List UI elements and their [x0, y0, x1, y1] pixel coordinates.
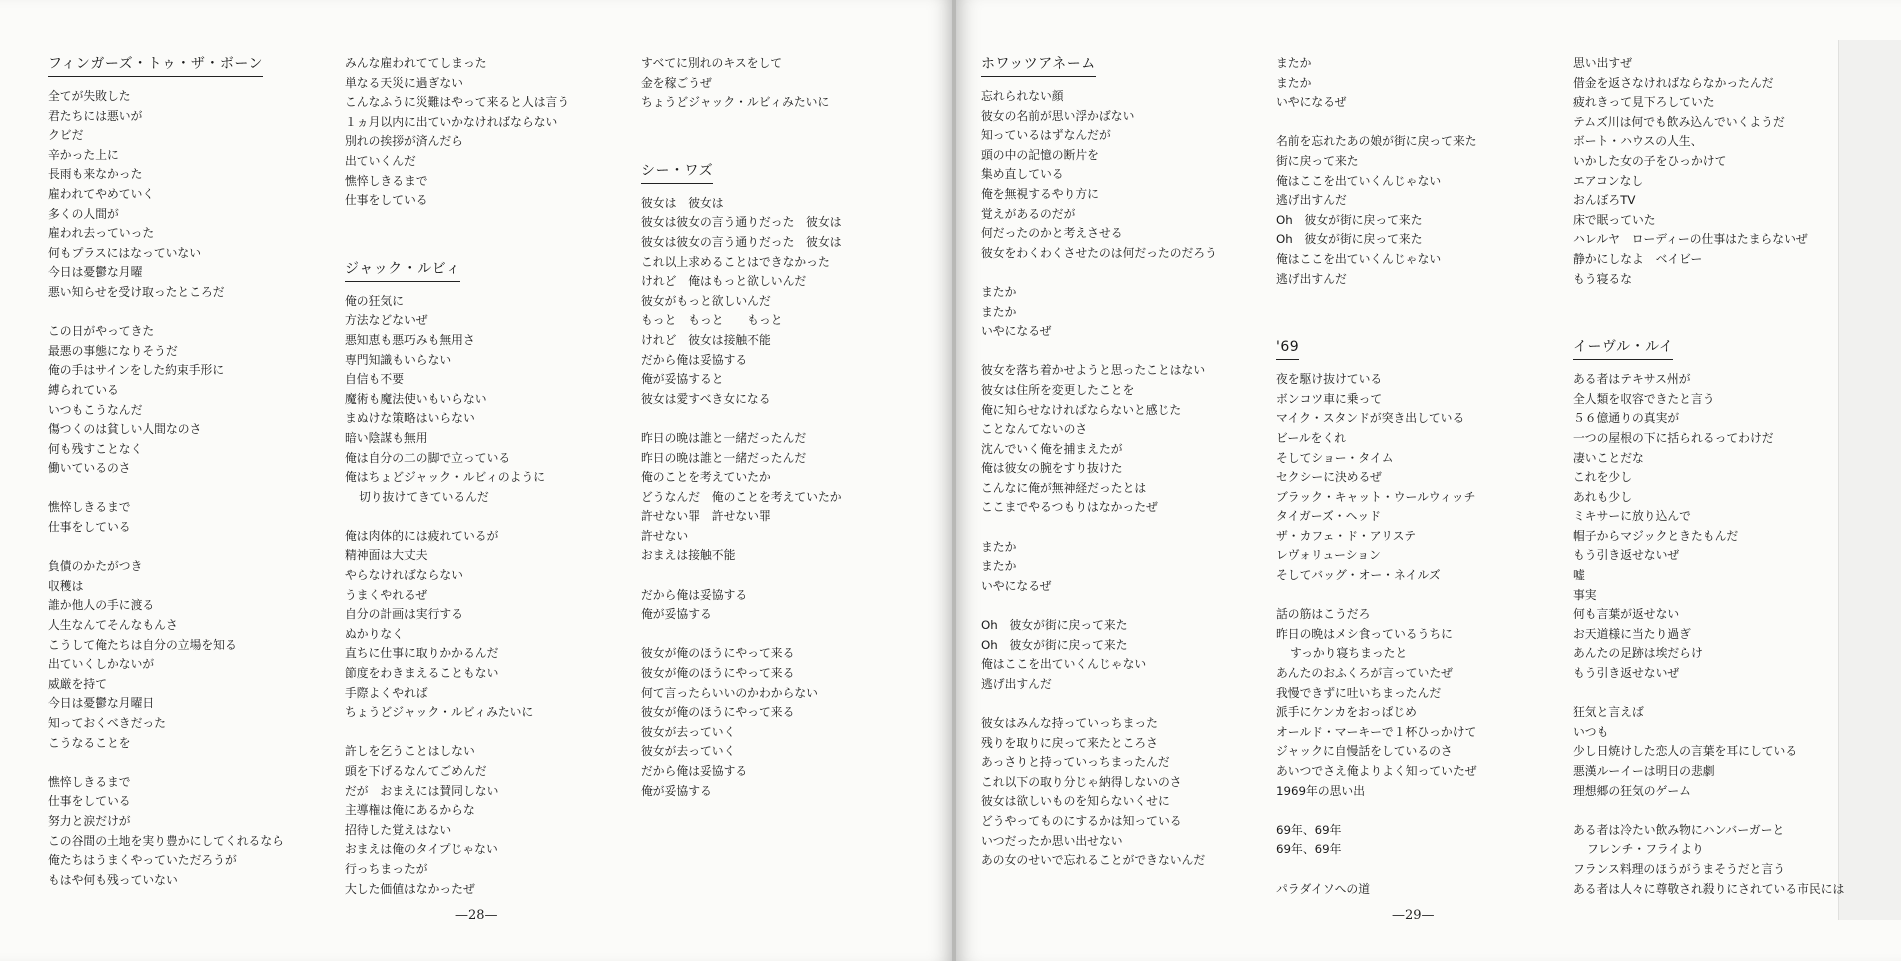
lyrics-column — [1573, 54, 1844, 919]
lyric-line: もう引き返せないぜ — [1573, 666, 1680, 681]
song-title: イーヴル・ルイ — [1573, 337, 1673, 360]
lyric-line: 夜を駆け抜けている — [1276, 372, 1383, 387]
stanza — [641, 644, 842, 801]
lyric-line: 仕事をしている — [48, 794, 131, 809]
lyric-line: ある者は人々に尊敬され殺りにされている市民には — [1573, 881, 1845, 896]
lyric-line: 招待した覚えはない — [345, 822, 452, 837]
stanza — [1573, 821, 1844, 899]
lyric-line: みんな雇われててしまった — [345, 56, 487, 70]
lyric-line: Oh 彼女が街に戻って来た — [1276, 212, 1423, 227]
lyric-line: 彼女は住所を変更したことを — [981, 382, 1135, 397]
lyric-line: 大した価値はなかったぜ — [345, 881, 475, 896]
lyric-line: 何だったのかと考えさせる — [981, 226, 1123, 241]
lyric-line: 我慢できずに吐いちまったんだ — [1276, 685, 1442, 700]
lyric-line: 昨日の晩は誰と一緒だったんだ — [641, 450, 807, 465]
lyric-line: またか — [981, 284, 1017, 299]
lyric-line: どうなんだ 俺のことを考えていたか — [641, 489, 842, 504]
lyric-line: 最悪の事態になりそうだ — [48, 343, 178, 358]
lyric-line: またか — [1276, 56, 1312, 70]
lyric-line: クビだ — [48, 128, 84, 143]
lyric-line: 暗い陰謀も無用 — [345, 430, 428, 445]
lyric-line: ボート・ハウスの人生、 — [1573, 134, 1703, 149]
lyric-line: 俺たちはうまくやっていただろうが — [48, 853, 237, 868]
lyric-line: うまくやれるぜ — [345, 587, 428, 602]
stanza — [1573, 54, 1844, 289]
lyric-line: 精神面は大丈夫 — [345, 548, 428, 563]
lyric-line: 彼女は愛すべき女になる — [641, 391, 771, 406]
lyric-line: 街に戻って来た — [1276, 153, 1359, 168]
lyric-line: ５６億通りの真実が — [1573, 411, 1680, 426]
lyric-line: この谷間の土地を実り豊かにしてくれるなら — [48, 833, 284, 848]
lyric-line: 多くの人間が — [48, 206, 119, 221]
stanza — [1276, 54, 1477, 113]
lyric-line: またか — [981, 559, 1017, 574]
stanza — [981, 283, 1217, 342]
stanza — [641, 429, 842, 566]
lyric-line: 切り抜けてきているんだ — [359, 489, 489, 504]
lyric-line: 彼女は欲しいものを知らないくせに — [981, 794, 1170, 809]
lyric-line: 俺が妥協すると — [641, 372, 724, 387]
lyric-line: 俺の狂気に — [345, 293, 404, 308]
stanza — [1276, 132, 1477, 289]
lyric-line: ボンコツ車に乗って — [1276, 391, 1383, 406]
lyrics-body — [1276, 370, 1477, 899]
lyric-line: ぬかりなく — [345, 626, 404, 641]
lyric-line: エアコンなし — [1573, 173, 1644, 188]
lyric-line: テムズ川は何でも飲み込んでいくようだ — [1573, 114, 1785, 129]
page-number: —28— — [455, 908, 498, 923]
lyric-line: ザ・カフェ・ド・アリステ — [1276, 528, 1417, 543]
lyric-line: もう引き返せないぜ — [1573, 548, 1680, 563]
stanza — [345, 54, 569, 211]
lyric-line: ある者は冷たい飲み物にハンバーガーと — [1573, 822, 1785, 837]
lyric-line: あんたの足跡は埃だらけ — [1573, 646, 1703, 661]
lyrics-body — [1573, 370, 1844, 899]
lyrics-column — [345, 54, 569, 919]
lyric-line: 彼女の名前が思い浮かばない — [981, 108, 1135, 123]
stanza — [1276, 821, 1477, 860]
lyric-line: 彼女が俺のほうにやって来る — [641, 646, 795, 661]
lyric-line: こんなふうに災難はやって来ると人は言う — [345, 95, 570, 110]
lyric-line: Oh 彼女が街に戻って来た — [1276, 232, 1423, 247]
lyric-line: 彼女をわくわくさせたのは何だったのだろう — [981, 245, 1217, 260]
lyric-line: ジャックに自慢話をしているのさ — [1276, 744, 1453, 759]
lyric-line: ここまでやるつもりはなかったぜ — [981, 500, 1158, 515]
lyric-line: 節度をわきまえることもない — [345, 666, 499, 681]
lyric-line: セクシーに決めるぜ — [1276, 470, 1382, 485]
lyrics-column — [1276, 54, 1477, 919]
lyric-line: 思い出すぜ — [1573, 56, 1632, 70]
lyric-line: いかした女の子をひっかけて — [1573, 153, 1727, 168]
lyric-line: 帽子からマジックときたもんだ — [1573, 528, 1739, 543]
lyric-line: またか — [981, 304, 1017, 319]
lyric-line: ミキサーに放り込んで — [1573, 509, 1691, 524]
lyric-line: ブラック・キャット・ウールウィッチ — [1276, 489, 1476, 504]
right-page — [956, 0, 1901, 961]
song-title: シー・ワズ — [641, 161, 713, 184]
lyric-line: 69年、69年 — [1276, 842, 1342, 857]
lyric-line: いつも — [1573, 724, 1609, 739]
lyric-line: 逃げ出すんだ — [1276, 271, 1347, 286]
lyric-line: タイガーズ・ヘッド — [1276, 509, 1381, 524]
lyric-line: 俺が妥協する — [641, 783, 712, 798]
lyric-line: 嘘 — [1573, 568, 1585, 583]
lyric-line: 1969年の思い出 — [1276, 783, 1366, 798]
lyric-line: 逃げ出すんだ — [1276, 193, 1347, 208]
lyrics-column — [48, 54, 284, 910]
lyric-line: あいつでさえ俺よりよく知っていたぜ — [1276, 764, 1477, 778]
lyric-line: これを少し — [1573, 470, 1632, 485]
lyric-line: いやになるぜ — [981, 578, 1052, 593]
lyric-line: 狂気と言えば — [1573, 705, 1644, 720]
lyrics-column — [981, 54, 1217, 890]
lyric-line: フランス料理のほうがうまそうだと言う — [1573, 861, 1785, 876]
lyric-line: 許せない罪 許せない罪 — [641, 509, 771, 524]
lyric-line: やらなければならない — [345, 568, 463, 583]
lyrics-body — [1573, 54, 1844, 289]
lyric-line: 金を稼ごうぜ — [641, 75, 712, 90]
lyric-line: 方法などないぜ — [345, 313, 428, 328]
lyric-line: もう寝るな — [1573, 271, 1632, 286]
lyric-line: 主導権は俺にあるからな — [345, 803, 475, 818]
stanza — [48, 557, 284, 753]
lyric-line: おまえは接触不能 — [641, 548, 736, 563]
lyric-line: ちょうどジャック・ルビィみたいに — [345, 705, 534, 720]
lyric-line: 出ていくんだ — [345, 153, 416, 168]
stanza — [345, 742, 569, 899]
stanza — [981, 616, 1217, 694]
lyric-line: 集め直している — [981, 167, 1064, 182]
lyric-line: いつもこうなんだ — [48, 402, 143, 417]
lyrics-body — [345, 292, 569, 899]
lyric-line: これ以上求めることはできなかった — [641, 254, 830, 269]
lyric-line: 人生なんてそんなもんさ — [48, 618, 178, 633]
lyric-line: 何も言葉が返せない — [1573, 607, 1680, 622]
lyrics-body — [48, 87, 284, 890]
lyric-line: 今日は憂鬱な月曜 — [48, 265, 143, 280]
lyric-line: 悪漢ルーイーは明日の悲劇 — [1573, 764, 1715, 778]
lyric-line: 許しを乞うことはしない — [345, 744, 475, 759]
page-number: —29— — [1392, 908, 1435, 923]
lyric-line: すっかり寝ちまったと — [1290, 646, 1408, 661]
lyric-line: 知っているはずなんだが — [981, 128, 1111, 143]
lyric-line: 俺はここを出ていくんじゃない — [981, 657, 1147, 672]
stanza — [641, 194, 842, 410]
lyric-line: 沈んでいく俺を捕まえたが — [981, 441, 1123, 456]
lyric-line: 全人類を収容できたと言う — [1573, 391, 1715, 406]
lyric-line: 知っておくべきだった — [48, 716, 166, 730]
lyric-line: 俺を無視するやり方に — [981, 186, 1099, 201]
stanza — [641, 586, 842, 625]
lyric-line: 憔悴しきるまで — [48, 500, 131, 515]
lyric-line: いつだったか思い出せない — [981, 833, 1123, 848]
lyric-line: 直ちに仕事に取りかかるんだ — [345, 646, 499, 661]
stanza — [1276, 370, 1477, 586]
lyric-line: あの女のせいで忘れることができないんだ — [981, 853, 1206, 868]
lyric-line: フレンチ・フライより — [1587, 842, 1704, 857]
lyric-line: お天道様に当たり過ぎ — [1573, 626, 1691, 641]
lyric-line: 努力と涙だけが — [48, 813, 131, 828]
lyric-line: 忘れられない顔 — [981, 89, 1064, 103]
lyric-line: 頭の中の記憶の断片を — [981, 147, 1099, 162]
lyric-line: パラダイソへの道 — [1276, 881, 1371, 896]
lyric-line: Oh 彼女が街に戻って来た — [981, 637, 1128, 652]
lyric-line: 憔悴しきるまで — [48, 774, 131, 789]
lyric-line: 俺の手はサインをした約束手形に — [48, 363, 225, 378]
lyric-line: そしてショー・タイム — [1276, 450, 1394, 465]
lyric-line: 俺に知らせなければならないと感じた — [981, 402, 1182, 417]
lyrics-body — [345, 54, 569, 211]
lyric-line: ちょうどジャック・ルビィみたいに — [641, 95, 830, 110]
lyric-line: 別れの挨拶が済んだら — [345, 134, 463, 149]
lyric-line: 逃げ出すんだ — [981, 676, 1052, 691]
lyric-line: そしてバッグ・オー・ネイルズ — [1276, 568, 1441, 583]
lyric-line: だから俺は妥協する — [641, 764, 748, 778]
lyric-line: ビールをくれ — [1276, 430, 1347, 445]
lyric-line: 一つの屋根の下に括られるってわけだ — [1573, 430, 1774, 445]
lyric-line: 許せない — [641, 528, 689, 543]
lyric-line: 彼女が去っていく — [641, 724, 736, 739]
stanza — [345, 527, 569, 723]
lyric-line: この日がやってきた — [48, 324, 155, 339]
lyric-line: こうなることを — [48, 735, 131, 750]
lyric-line: 自信も不要 — [345, 372, 404, 387]
stanza — [1276, 880, 1477, 900]
lyric-line: 悪知恵も悪巧みも無用さ — [345, 332, 475, 347]
lyric-line: 何も残すことなく — [48, 441, 143, 456]
stanza — [981, 714, 1217, 871]
lyric-line: いやになるぜ — [1276, 95, 1347, 110]
stanza — [345, 292, 569, 508]
lyric-line: 彼女がもっと欲しいんだ — [641, 293, 771, 308]
lyric-line: 君たちには悪いが — [48, 108, 143, 123]
lyric-line: 疲れきって見下ろしていた — [1573, 95, 1715, 110]
lyric-line: 彼女は彼女の言う通りだった 彼女は — [641, 234, 842, 249]
lyric-line: 行っちまったが — [345, 861, 428, 876]
lyric-line: 俺は肉体的には疲れているが — [345, 528, 499, 543]
stanza — [48, 87, 284, 303]
stanza — [48, 498, 284, 537]
lyric-line: 俺は自分の二の脚で立っている — [345, 450, 511, 465]
lyric-line: すべてに別れのキスをして — [641, 56, 783, 70]
lyric-line: 長雨も来なかった — [48, 167, 143, 182]
lyric-line: 彼女は 彼女は — [641, 195, 724, 210]
stanza — [981, 87, 1217, 263]
lyric-line: 威厳を持て — [48, 676, 107, 691]
lyric-line: だが おまえには賛同しない — [345, 783, 499, 798]
lyric-line: 自分の計画は実行する — [345, 607, 463, 622]
lyric-line: 仕事をしている — [345, 193, 428, 208]
stanza — [1573, 370, 1844, 684]
lyric-line: 単なる天災に過ぎない — [345, 75, 463, 90]
lyric-line: こんなに俺が無神経だったとは — [981, 480, 1147, 495]
lyrics-column — [641, 54, 842, 821]
stanza — [981, 361, 1217, 518]
lyric-line: 何もプラスにはなっていない — [48, 245, 202, 260]
lyric-line: 頭を下げるなんてごめんだ — [345, 764, 487, 778]
lyric-line: おんぼろTV — [1573, 193, 1636, 208]
lyric-line: またか — [981, 539, 1017, 554]
lyric-line: けれど 彼女は接触不能 — [641, 332, 771, 347]
lyric-line: 借金を返さなければならなかったんだ — [1573, 75, 1774, 90]
lyric-line: 彼女は彼女の言う通りだった 彼女は — [641, 215, 842, 230]
lyric-line: ハレルヤ ローディーの仕事はたまらないぜ — [1573, 232, 1808, 247]
lyric-line: もはや何も残っていない — [48, 872, 178, 887]
song-title: ジャック・ルビィ — [345, 259, 460, 282]
lyric-line: またか — [1276, 75, 1312, 90]
lyric-line: ある者はテキサス州が — [1573, 372, 1691, 387]
lyric-line: 名前を忘れたあの娘が街に戻って来た — [1276, 134, 1477, 149]
lyric-line: 静かにしなよ ベイビー — [1573, 251, 1703, 266]
lyric-line: 辛かった上に — [48, 147, 119, 162]
lyrics-body — [641, 54, 842, 113]
lyric-line: 俺はちょどジャック・ルビィのように — [345, 470, 546, 485]
lyric-line: こうして俺たちは自分の立場を知る — [48, 637, 237, 652]
lyric-line: だから俺は妥協する — [641, 587, 748, 602]
lyric-line: オールド・マーキーで１杯ひっかけて — [1276, 724, 1477, 739]
lyric-line: 仕事をしている — [48, 520, 131, 535]
lyric-line: 手際よくやれば — [345, 685, 428, 700]
stanza — [48, 322, 284, 479]
lyric-line: 彼女が俺のほうにやって来る — [641, 666, 795, 681]
lyric-line: 昨日の晩はメシ食っているうちに — [1276, 626, 1453, 641]
lyric-line: 俺はここを出ていくんじゃない — [1276, 173, 1442, 188]
lyric-line: 凄いことだな — [1573, 450, 1644, 465]
lyric-line: 少し日焼けした恋人の言葉を耳にしている — [1573, 744, 1798, 759]
lyrics-body — [1276, 54, 1477, 289]
lyric-line: 俺は彼女の腕をすり抜けた — [981, 461, 1123, 476]
lyric-line: 床で眠っていた — [1573, 212, 1656, 227]
lyric-line: 派手にケンカをおっぱじめ — [1276, 705, 1417, 720]
lyric-line: Oh 彼女が街に戻って来た — [981, 618, 1128, 633]
lyric-line: ことなんてないのさ — [981, 422, 1088, 437]
lyric-line: 残りを取りに戻って来たところさ — [981, 735, 1158, 750]
lyric-line: 69年、69年 — [1276, 822, 1342, 837]
lyric-line: もっと もっと もっと — [641, 313, 783, 328]
song-title: ホワッツアネーム — [981, 54, 1096, 77]
stanza — [981, 538, 1217, 597]
lyric-line: １ヵ月以内に出ていかなければならない — [345, 114, 558, 129]
lyric-line: 俺のことを考えていたか — [641, 470, 771, 485]
lyric-line: 縛られている — [48, 382, 119, 397]
lyric-line: 悪い知らせを受け取ったところだ — [48, 284, 225, 299]
lyric-line: 彼女が去っていく — [641, 744, 736, 759]
lyric-line: 彼女はみんな持っていっちまった — [981, 716, 1158, 730]
lyrics-body — [641, 194, 842, 801]
lyric-line: 今日は憂鬱な月曜日 — [48, 696, 155, 711]
lyric-line: 負債のかたがつき — [48, 559, 143, 574]
lyric-line: 話の筋はこうだろ — [1276, 607, 1371, 622]
lyric-line: 事実 — [1573, 587, 1597, 602]
lyric-line: 憔悴しきるまで — [345, 173, 428, 188]
lyric-line: 雇われ去っていった — [48, 226, 155, 241]
lyric-line: まぬけな策略はいらない — [345, 411, 475, 426]
lyric-line: 彼女を落ち着かせようと思ったことはない — [981, 363, 1206, 378]
lyric-line: 傷つくのは貧しい人間なのさ — [48, 422, 202, 437]
lyric-line: 専門知識もいらない — [345, 352, 452, 367]
lyric-line: 覚えがあるのだが — [981, 206, 1076, 221]
lyric-line: 彼女が俺のほうにやって来る — [641, 705, 795, 720]
lyric-line: あっさりと持っていっちまったんだ — [981, 755, 1170, 770]
lyric-line: いやになるぜ — [981, 324, 1052, 339]
song-title: フィンガーズ・トゥ・ザ・ボーン — [48, 54, 263, 77]
stanza — [641, 54, 842, 113]
lyric-line: 理想郷の狂気のゲーム — [1573, 783, 1691, 798]
lyric-line: 出ていくしかないが — [48, 657, 155, 672]
lyric-line: どうやってものにするかは知っている — [981, 813, 1182, 828]
lyric-line: 収穫は — [48, 578, 84, 593]
lyric-line: 俺はここを出ていくんじゃない — [1276, 251, 1442, 266]
stanza — [1573, 703, 1844, 801]
lyric-line: 何て言ったらいいのかわからない — [641, 685, 818, 700]
lyric-line: けれど 俺はもっと欲しいんだ — [641, 274, 807, 289]
lyrics-body — [981, 87, 1217, 871]
lyric-line: これ以下の取り分じゃ納得しないのさ — [981, 774, 1182, 789]
lyric-line: 全てが失敗した — [48, 89, 131, 103]
lyric-line: 俺が妥協する — [641, 607, 712, 622]
lyric-line: 昨日の晩は誰と一緒だったんだ — [641, 430, 807, 445]
lyric-line: レヴォリューション — [1276, 548, 1381, 563]
song-title: '69 — [1276, 337, 1299, 360]
lyric-line: あれも少し — [1573, 489, 1632, 504]
lyric-line: だから俺は妥協する — [641, 352, 748, 367]
stanza — [1276, 605, 1477, 801]
bleed-through — [1838, 40, 1901, 920]
lyric-line: あんたのおふくろが言っていたぜ — [1276, 666, 1453, 681]
stanza — [48, 773, 284, 891]
lyric-line: マイク・スタンドが突き出している — [1276, 411, 1465, 426]
lyric-line: おまえは俺のタイプじゃない — [345, 842, 498, 857]
lyric-line: 働いているのさ — [48, 461, 131, 476]
lyric-line: 誰か他人の手に渡る — [48, 598, 155, 613]
lyric-line: 魔術も魔法使いもいらない — [345, 391, 487, 406]
lyric-line: 雇われてやめていく — [48, 186, 155, 201]
